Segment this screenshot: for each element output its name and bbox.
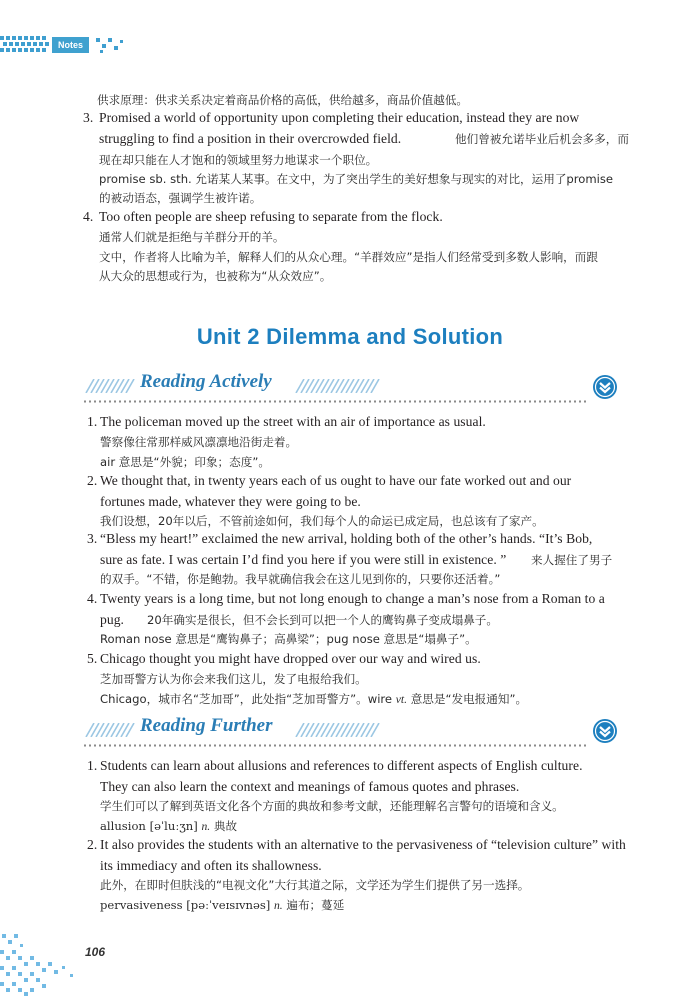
ra-item-4-note: Roman nose 意思是“鹰钩鼻子；高鼻梁”；pug nose 意思是“塌鼻子”。: [100, 632, 477, 646]
ra-item-5-note-part-a: Chicago，城市名“芝加哥”，此处指“芝加哥警方”。wire: [100, 692, 396, 706]
ra-item-3-translation-line-2: 的双手。“不错，你是鲍勃。我早就确信我会在这儿见到你的，只要你还活着。”: [100, 572, 501, 586]
rf-item-2-note-pos: n.: [273, 899, 283, 912]
item-3-note-line-1: promise sb. sth. 允诺某人某事。在文中，为了突出学生的美好想象与现实的对比，运用了promise: [99, 172, 614, 186]
ra-item-2-number: 2.: [87, 473, 98, 488]
item-3-translation-line-2: 现在却只能在人才饱和的领域里努力地谋求一个职位。: [99, 153, 378, 167]
ra-item-4-english-line-1: Twenty years is a long time, but not long enough to change a man’s nose from a Roman to a: [100, 591, 605, 606]
item-3-translation-line-1: 他们曾被允诺毕业后机会多多，而: [455, 132, 629, 146]
ra-item-4-translation: 20年确实是很长，但不会长到可以把一个人的鹰钩鼻子变成塌鼻子。: [147, 613, 498, 627]
rf-item-1-note-word: allusion [əˈluːʒn]: [100, 819, 202, 833]
ra-item-4-number: 4.: [87, 591, 98, 606]
hatch-right-icon: [294, 379, 384, 393]
ra-item-1-english: The policeman moved up the street with an air of importance as usual.: [100, 414, 486, 429]
rf-item-1-english-line-1: Students can learn about allusions and references to different aspects of English culture.: [100, 758, 583, 773]
item-3-english-line-2: struggling to find a position in their overcrowded field.: [99, 131, 402, 146]
page-number: 106: [85, 945, 106, 959]
item-4-number: 4.: [83, 209, 94, 224]
item-3-number: 3.: [83, 110, 94, 125]
rf-item-1-note: [100, 817, 237, 836]
reading-actively-header: [84, 371, 618, 403]
rf-item-2-english-line-2: its immediacy and often its shallowness.: [100, 858, 322, 873]
pixel-pattern-icon: [0, 930, 80, 996]
ra-item-5-translation: 芝加哥警方认为你会来我们这儿，发了电报给我们。: [100, 672, 367, 686]
rf-item-2-english-line-1: It also provides the students with an alternative to the pervasiveness of “television culture” with: [100, 837, 626, 852]
reading-further-header: [84, 715, 618, 747]
rf-item-2-number: 2.: [87, 837, 98, 852]
supply-demand-note: 供求原理：供求关系决定着商品价格的高低，供给越多，商品价值越低。: [97, 93, 469, 107]
notes-header-tab: [0, 34, 130, 56]
notes-label: Notes: [52, 37, 89, 53]
ra-item-3-english-line-2: sure as fate. I was certain I’d find you here if you were still in existence. ”: [100, 552, 507, 567]
reading-further-title: Reading Further: [136, 715, 277, 737]
rf-item-2-translation: 此外，在即时但肤浅的“电视文化”大行其道之际，文学还为学生们提供了另一选择。: [100, 878, 530, 892]
double-chevron-down-icon: [592, 374, 618, 400]
ra-item-5-note-part-c: 意思是“发电报通知”。: [407, 692, 528, 706]
ra-item-4-english-line-2: pug.: [100, 612, 124, 627]
item-4-translation: 通常人们就是拒绝与羊群分开的羊。: [99, 230, 285, 244]
hatch-left-icon: [84, 379, 136, 393]
item-3-english-line-1: Promised a world of opportunity upon completing their education, instead they are now: [99, 110, 580, 125]
ra-item-5-english: Chicago thought you might have dropped over our way and wired us.: [100, 651, 481, 666]
ra-item-5-number: 5.: [87, 651, 98, 666]
item-4-note-line-2: 从大众的思想或行为，也被称为“从众效应”。: [99, 269, 332, 283]
ra-item-5-note-pos: vt.: [395, 693, 408, 706]
dotted-rule-icon: [84, 744, 588, 747]
rf-item-1-note-pos: n.: [201, 820, 211, 833]
double-chevron-down-icon: [592, 718, 618, 744]
ra-item-3-english-line-1: “Bless my heart!” exclaimed the new arrival, holding both of the other’s hands. “It’s Bob,: [100, 531, 593, 546]
rf-item-1-number: 1.: [87, 758, 98, 773]
ra-item-1-note: air 意思是“外貌；印象；态度”。: [100, 455, 270, 469]
hatch-left-icon: [84, 723, 136, 737]
reading-actively-title: Reading Actively: [136, 371, 276, 393]
rf-item-1-note-meaning: 典故: [210, 819, 238, 833]
hatch-right-icon: [294, 723, 384, 737]
rf-item-1-translation: 学生们可以了解到英语文化各个方面的典故和参考文献，还能理解名言警句的语境和含义。: [100, 799, 564, 813]
ra-item-2-translation: 我们设想，20年以后，不管前途如何，我们每个人的命运已成定局，也总该有了家产。: [100, 514, 544, 528]
unit-title: Unit 2 Dilemma and Solution: [196, 324, 504, 349]
rf-item-1-english-line-2: They can also learn the context and meanings of famous quotes and phrases.: [100, 779, 520, 794]
item-3-note-line-2: 的被动语态，强调学生被许诺。: [99, 191, 262, 205]
item-4-note-line-1: 文中，作者将人比喻为羊，解释人们的从众心理。“羊群效应”是指人们经常受到多数人影响，而跟: [99, 250, 598, 264]
ra-item-5-note: [100, 690, 527, 709]
item-4-english: Too often people are sheep refusing to separate from the flock.: [99, 209, 443, 224]
ra-item-1-translation: 警察像往常那样威风凛凛地沿街走着。: [100, 435, 298, 449]
ra-item-3-number: 3.: [87, 531, 98, 546]
dotted-rule-icon: [84, 400, 588, 403]
ra-item-2-english-line-1: We thought that, in twenty years each of us ought to have our fate worked out and our: [100, 473, 572, 488]
rf-item-2-note-meaning: 遍布；蔓延: [282, 898, 345, 912]
ra-item-3-translation-line-1: 来人握住了男子: [531, 553, 613, 567]
rf-item-2-note: [100, 896, 344, 915]
ra-item-1-number: 1.: [87, 414, 98, 429]
rf-item-2-note-word: pervasiveness [pəːˈveɪsɪvnəs]: [100, 898, 274, 912]
ra-item-2-english-line-2: fortunes made, whatever they were going to be.: [100, 494, 361, 509]
